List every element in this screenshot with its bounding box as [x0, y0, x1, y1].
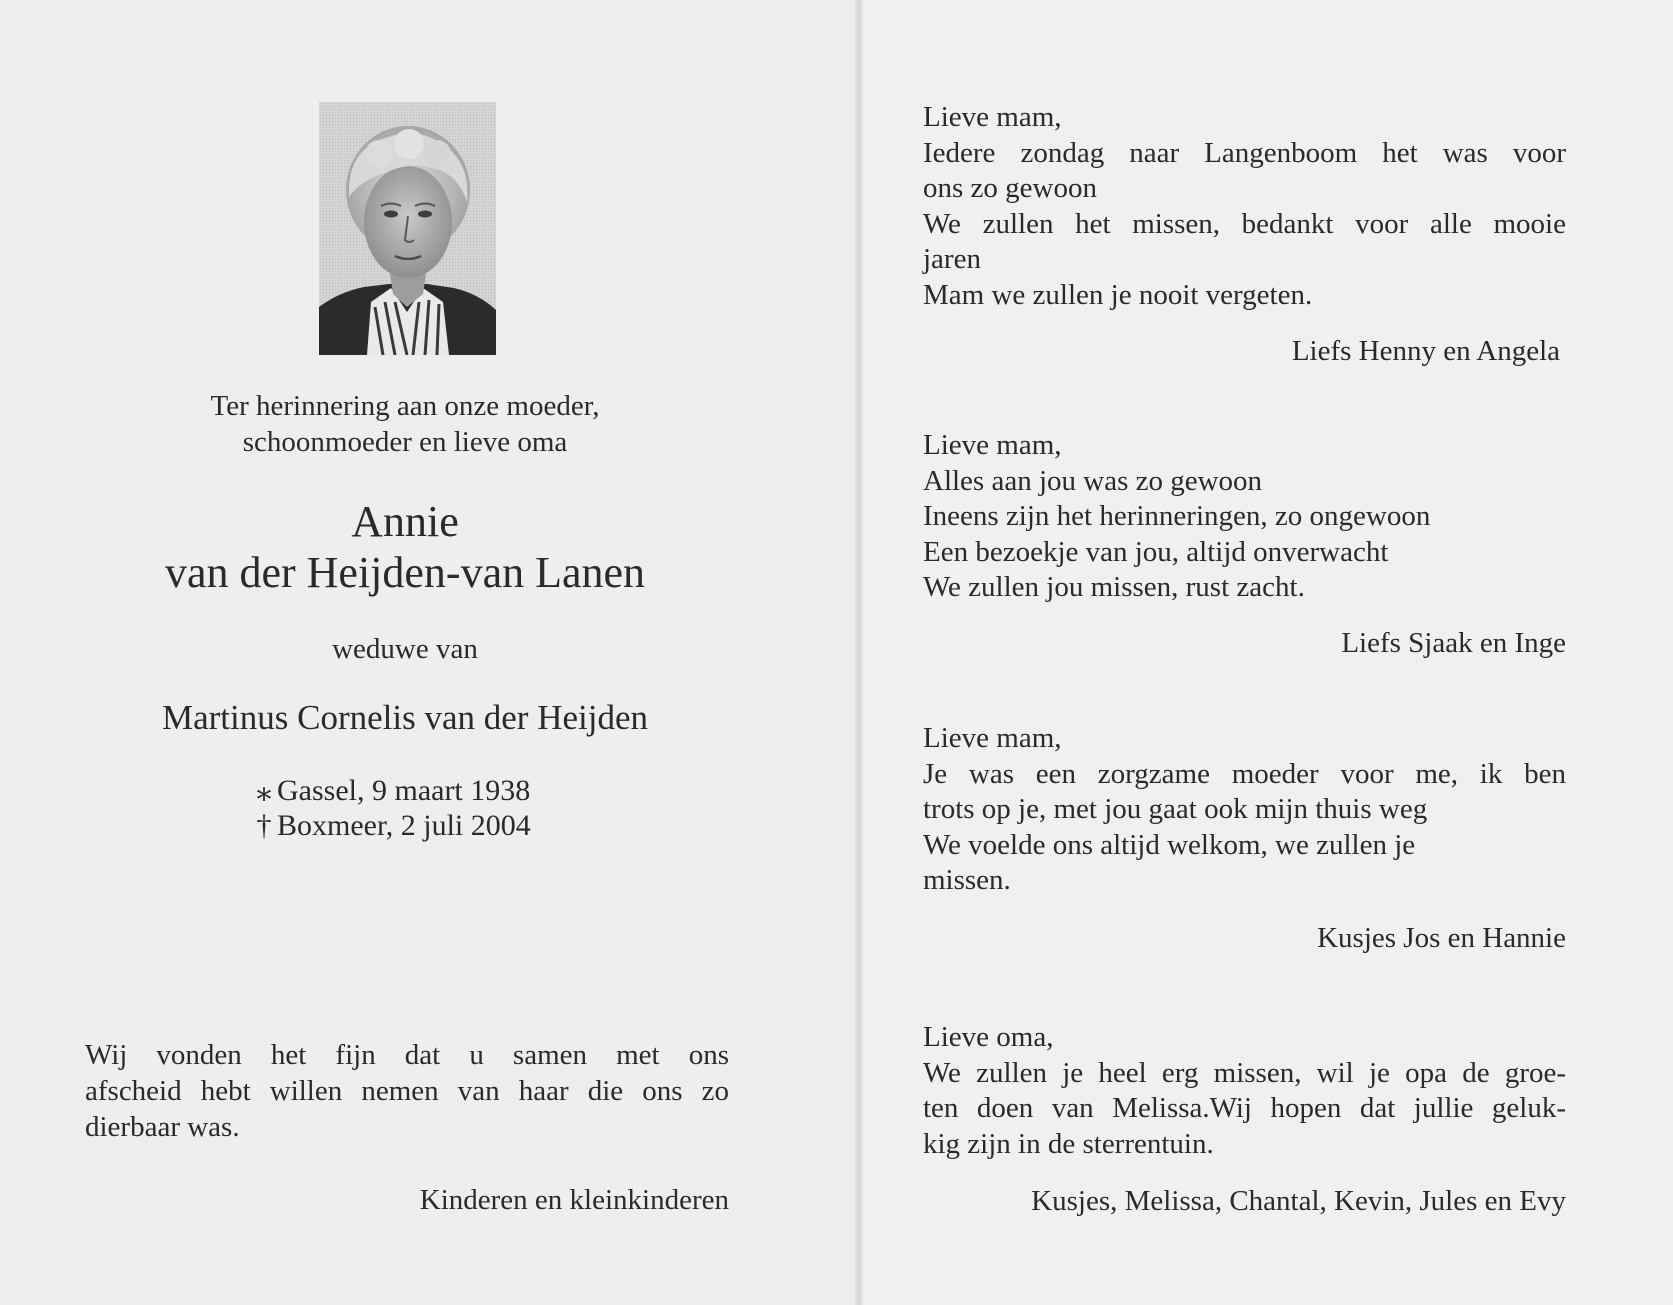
verse-1-signature: Liefs Henny en Angela: [1291, 335, 1560, 367]
verse-line: Iedere zondag naar Langenboom het was voor: [923, 136, 1566, 169]
verse-line: ten doen van Melissa.Wij hopen dat jullie geluk-: [923, 1092, 1566, 1124]
verse-line: kig zijn in de sterrentuin.: [923, 1127, 1214, 1160]
verse-line: Lieve mam,: [923, 722, 1062, 754]
card-fold: [855, 0, 863, 1305]
verse-line: Lieve mam,: [923, 429, 1062, 461]
verse-line: We voelde ons altijd welkom, we zullen je: [923, 828, 1416, 861]
verse-line: We zullen jou missen, rust zacht.: [923, 571, 1305, 603]
deceased-name: [40, 496, 770, 598]
thanks-text: [85, 1037, 729, 1145]
cross-icon: †: [256, 809, 272, 842]
last-name: van der Heijden-van Lanen: [164, 548, 646, 597]
verse-line: Lieve mam,: [923, 101, 1062, 133]
birth-symbol-icon: ⁎: [256, 774, 272, 807]
thanks-signature: Kinderen en kleinkinderen: [419, 1184, 729, 1216]
verse-4-signature: Kusjes, Melissa, Chantal, Kevin, Jules en Evy: [1031, 1185, 1566, 1217]
verse-line: Mam we zullen je nooit vergeten.: [923, 278, 1313, 311]
verse-2-signature: Liefs Sjaak en Inge: [1341, 627, 1566, 659]
thanks-line: afscheid hebt willen nemen van haar die ons zo: [85, 1075, 729, 1107]
death-date: Boxmeer, 2 juli 2004: [277, 809, 531, 842]
intro-text: [80, 388, 730, 460]
verse-line: We zullen het missen, bedankt voor alle mooie: [923, 207, 1566, 240]
thanks-line: dierbaar was.: [85, 1111, 240, 1143]
verse-4: [923, 1020, 1566, 1162]
verse-line: Alles aan jou was zo gewoon: [923, 464, 1263, 497]
verse-line: Een bezoekje van jou, altijd onverwacht: [923, 535, 1389, 568]
verse-1: [923, 100, 1566, 313]
intro-line: Ter herinnering aan onze moeder,: [210, 390, 600, 422]
portrait-photo: [319, 102, 496, 355]
verse-line: We zullen je heel erg missen, wil je opa de groe-: [923, 1056, 1566, 1089]
thanks-line: Wij vonden het fijn dat u samen met ons: [85, 1039, 729, 1071]
birth-date: Gassel, 9 maart 1938: [277, 774, 531, 807]
verse-line: jaren: [923, 243, 981, 275]
husband-name: Martinus Cornelis van der Heijden: [161, 698, 648, 737]
verse-line: Ineens zijn het herinneringen, zo ongewoon: [923, 500, 1431, 532]
verse-line: Lieve oma,: [923, 1021, 1054, 1053]
death-line: [251, 808, 531, 843]
verse-line: Je was een zorgzame moeder voor me, ik ben: [923, 757, 1566, 790]
verse-line: trots op je, met jou gaat ook mijn thuis weg: [923, 793, 1428, 825]
verse-line: ons zo gewoon: [923, 172, 1097, 204]
verse-line: missen.: [923, 864, 1011, 896]
birth-line: [251, 773, 531, 808]
first-name: Annie: [351, 497, 459, 546]
verse-3-signature: Kusjes Jos en Hannie: [1317, 922, 1566, 954]
intro-line: schoonmoeder en lieve oma: [242, 426, 568, 458]
widow-label: weduwe van: [332, 633, 478, 665]
life-dates: [251, 773, 531, 843]
verse-3: [923, 721, 1566, 899]
verse-2: [923, 428, 1566, 606]
